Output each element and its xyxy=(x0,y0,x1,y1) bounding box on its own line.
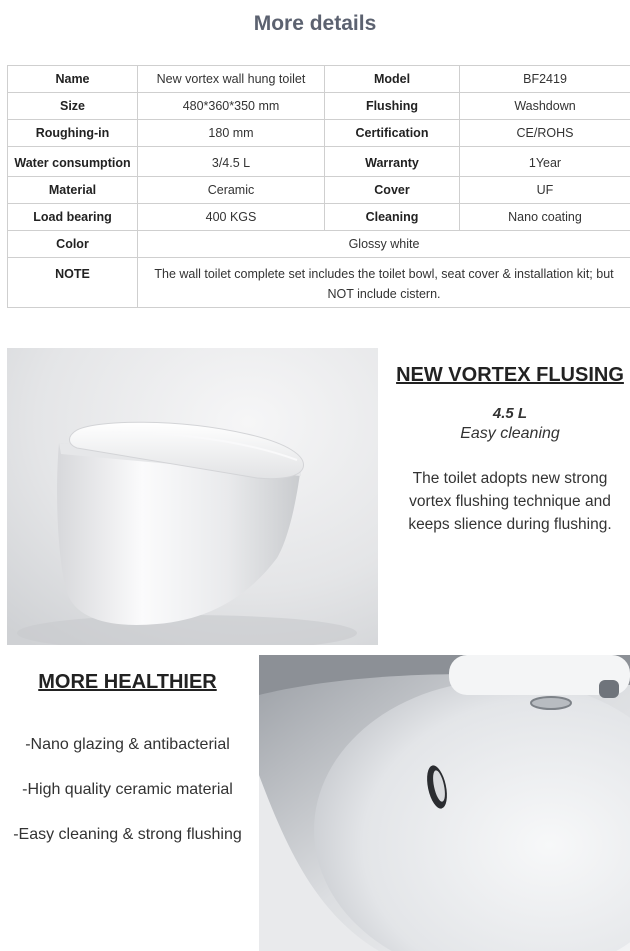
toilet-side-photo xyxy=(7,348,378,645)
spec-label: Model xyxy=(325,66,460,93)
spec-label: Color xyxy=(8,231,138,258)
spec-value: The wall toilet complete set includes the toilet bowl, seat cover & installation kit; but NOT include cistern. xyxy=(138,258,630,308)
spec-label: Roughing-in xyxy=(8,120,138,147)
spec-value: Washdown xyxy=(460,93,630,120)
spec-label: Flushing xyxy=(325,93,460,120)
easy-cleaning-tagline: Easy cleaning xyxy=(460,425,560,442)
spec-label: Name xyxy=(8,66,138,93)
table-row xyxy=(8,258,630,308)
table-row xyxy=(8,93,630,120)
spec-value: BF2419 xyxy=(460,66,630,93)
specs-table xyxy=(7,65,630,308)
table-row xyxy=(8,231,630,258)
spec-value: New vortex wall hung toilet xyxy=(138,66,325,93)
vortex-description: The toilet adopts new strong vortex flushing technique and keeps slience during flushing. xyxy=(408,470,612,533)
spec-label: Load bearing xyxy=(8,204,138,231)
spec-label: Cover xyxy=(325,177,460,204)
spec-value: Nano coating xyxy=(460,204,630,231)
list-item: -High quality ceramic material xyxy=(22,781,233,798)
list-item: -Nano glazing & antibacterial xyxy=(25,736,230,753)
vortex-heading: NEW VORTEX FLUSING xyxy=(396,364,624,386)
table-row xyxy=(8,204,630,231)
section-title: More details xyxy=(253,12,377,35)
flush-volume: 4.5 L xyxy=(492,405,528,422)
spec-label: Water consumption xyxy=(8,147,138,177)
spec-label: Certification xyxy=(325,120,460,147)
spec-value: 180 mm xyxy=(138,120,325,147)
spec-value: UF xyxy=(460,177,630,204)
spec-value: 400 KGS xyxy=(138,204,325,231)
vortex-feature xyxy=(392,364,628,536)
table-row xyxy=(8,66,630,93)
toilet-bowl-closeup-photo xyxy=(259,655,630,951)
table-row xyxy=(8,120,630,147)
table-row xyxy=(8,147,630,177)
spec-label: Material xyxy=(8,177,138,204)
list-item: -Easy cleaning & strong flushing xyxy=(13,826,242,843)
table-row xyxy=(8,177,630,204)
spec-value: 3/4.5 L xyxy=(138,147,325,177)
spec-label: Warranty xyxy=(325,147,460,177)
spec-value: CE/ROHS xyxy=(460,120,630,147)
spec-value: 1Year xyxy=(460,147,630,177)
spec-value: Glossy white xyxy=(138,231,630,258)
healthier-heading: MORE HEALTHIER xyxy=(38,671,217,693)
healthier-feature xyxy=(5,671,250,869)
spec-value: Ceramic xyxy=(138,177,325,204)
spec-value: 480*360*350 mm xyxy=(138,93,325,120)
spec-label: Size xyxy=(8,93,138,120)
spec-label: NOTE xyxy=(8,258,138,308)
spec-label: Cleaning xyxy=(325,204,460,231)
